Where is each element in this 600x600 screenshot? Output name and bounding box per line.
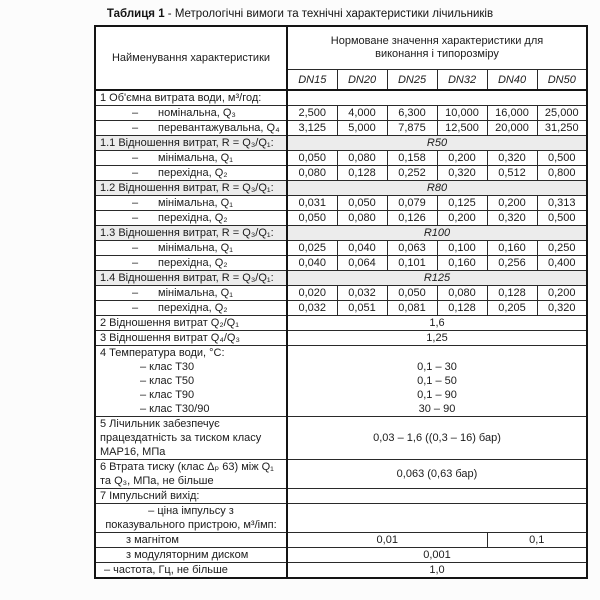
value-cell: 0,200: [437, 211, 487, 226]
row-label: 1.1 Відношення витрат, R = Q₃/Q₁:: [95, 136, 287, 151]
column-header-dn32: DN32: [437, 70, 487, 91]
value-cell: 0,025: [287, 241, 337, 256]
value-cell: 0,101: [387, 256, 437, 271]
value-cell: R125: [287, 271, 587, 286]
value-cell: 0,200: [437, 151, 487, 166]
value-cell: 0,050: [287, 211, 337, 226]
table-row: [95, 417, 587, 460]
value-cell: [287, 489, 587, 504]
table-row: [95, 548, 587, 563]
row-label: 5 Лічильник забезпечує працездатність за тиском класу МАР16, МПа: [95, 417, 287, 460]
value-cell: 0,050: [387, 286, 437, 301]
row-label: 1.4 Відношення витрат, R = Q₃/Q₁:: [95, 271, 287, 286]
table-row: [95, 106, 587, 121]
value-cell: 0,250: [537, 241, 587, 256]
value-cell: 0,1 – 30 0,1 – 50 0,1 – 90 30 – 90: [287, 346, 587, 417]
meter-characteristics-table: [94, 25, 588, 579]
table-header: [95, 26, 587, 90]
column-header-name: Найменування характеристики: [95, 26, 287, 90]
value-cell: 0,050: [337, 196, 387, 211]
table-row: [95, 226, 587, 241]
value-cell: 12,500: [437, 121, 487, 136]
table-row: [95, 301, 587, 316]
table-row: [95, 489, 587, 504]
value-cell: 0,313: [537, 196, 587, 211]
value-cell: 0,320: [487, 211, 537, 226]
table-row: [95, 90, 587, 106]
value-cell: 20,000: [487, 121, 537, 136]
column-header-dn40: DN40: [487, 70, 537, 91]
value-cell: 0,320: [437, 166, 487, 181]
table-row: [95, 256, 587, 271]
value-cell: 0,126: [387, 211, 437, 226]
table-row: [95, 316, 587, 331]
value-cell: 0,031: [287, 196, 337, 211]
table-caption: [0, 7, 600, 21]
value-cell: 0,200: [537, 286, 587, 301]
value-cell: 0,063: [387, 241, 437, 256]
table-row: [95, 460, 587, 489]
value-cell: 0,500: [537, 211, 587, 226]
table-row: [95, 286, 587, 301]
value-cell: 0,001: [287, 548, 587, 563]
value-cell: 0,063 (0,63 бар): [287, 460, 587, 489]
value-cell: 2,500: [287, 106, 337, 121]
value-cell: 0,080: [337, 151, 387, 166]
value-cell: 1,25: [287, 331, 587, 346]
value-cell: 0,051: [337, 301, 387, 316]
row-label: 1 Об'ємна витрата води, м³/год:: [95, 90, 287, 106]
row-label: – перехідна, Q₂: [95, 301, 287, 316]
value-cell: [287, 90, 587, 106]
value-cell: 0,125: [437, 196, 487, 211]
row-label: 1.3 Відношення витрат, R = Q₃/Q₁:: [95, 226, 287, 241]
column-header-dn15: DN15: [287, 70, 337, 91]
table-row: [95, 151, 587, 166]
value-cell: 0,252: [387, 166, 437, 181]
value-cell: 0,100: [437, 241, 487, 256]
value-cell: 0,050: [287, 151, 337, 166]
value-cell: 0,080: [437, 286, 487, 301]
column-header-dn50: DN50: [537, 70, 587, 91]
value-cell: 25,000: [537, 106, 587, 121]
value-cell: 0,020: [287, 286, 337, 301]
value-cell: 0,800: [537, 166, 587, 181]
table-caption-text: - Метрологічні вимоги та технічні характеристики лічильників: [164, 8, 494, 20]
value-cell: [287, 504, 587, 533]
row-label: – перехідна, Q₂: [95, 211, 287, 226]
table-row: [95, 563, 587, 579]
row-label: 4 Температура води, °С: – клас Т30 – клас Т50 – клас Т90 – клас Т30/90: [95, 346, 287, 417]
value-cell: 10,000: [437, 106, 487, 121]
value-cell: 1,6: [287, 316, 587, 331]
value-cell: R80: [287, 181, 587, 196]
value-cell: 0,512: [487, 166, 537, 181]
value-cell: R100: [287, 226, 587, 241]
table-row: [95, 271, 587, 286]
value-cell: 0,032: [287, 301, 337, 316]
value-cell: R50: [287, 136, 587, 151]
value-cell: 7,875: [387, 121, 437, 136]
value-cell: 6,300: [387, 106, 437, 121]
row-label: – мінімальна, Q₁: [95, 286, 287, 301]
column-header-normalized-value: Нормоване значення характеристики для виконання і типорозміру: [287, 26, 587, 70]
table-row: [95, 533, 587, 548]
header-row-main: [95, 26, 587, 70]
column-header-dn20: DN20: [337, 70, 387, 91]
value-cell: 0,320: [487, 151, 537, 166]
table-row: [95, 196, 587, 211]
row-label: 3 Відношення витрат Q₄/Q₃: [95, 331, 287, 346]
value-cell: 0,160: [487, 241, 537, 256]
table-row: [95, 181, 587, 196]
value-cell: 0,040: [287, 256, 337, 271]
row-label: – номінальна, Q₃: [95, 106, 287, 121]
row-label: – перехідна, Q₂: [95, 256, 287, 271]
value-cell: 0,080: [337, 211, 387, 226]
value-cell: 3,125: [287, 121, 337, 136]
table-row: [95, 121, 587, 136]
value-cell: 0,081: [387, 301, 437, 316]
value-cell: 16,000: [487, 106, 537, 121]
value-cell: 0,400: [537, 256, 587, 271]
row-label: – ціна імпульсу з показувального пристрою, м³/імп:: [95, 504, 287, 533]
table-row: [95, 166, 587, 181]
row-label: 2 Відношення витрат Q₂/Q₁: [95, 316, 287, 331]
value-cell: 4,000: [337, 106, 387, 121]
table-caption-number: Таблиця 1: [106, 8, 165, 20]
value-cell: 0,205: [487, 301, 537, 316]
value-cell: 31,250: [537, 121, 587, 136]
value-cell: 0,200: [487, 196, 537, 211]
row-label: 6 Втрата тиску (клас Δₚ 63) між Q₁ та Q₃, МПа, не більше: [95, 460, 287, 489]
table-row: [95, 504, 587, 533]
value-cell: 0,128: [487, 286, 537, 301]
table-body: [95, 90, 587, 578]
value-cell: 0,064: [337, 256, 387, 271]
value-cell: 0,160: [437, 256, 487, 271]
row-label: – мінімальна, Q₁: [95, 241, 287, 256]
table-row: [95, 136, 587, 151]
value-cell: 0,080: [287, 166, 337, 181]
column-header-dn25: DN25: [387, 70, 437, 91]
value-cell: 0,500: [537, 151, 587, 166]
value-cell: 0,032: [337, 286, 387, 301]
value-cell: 0,128: [437, 301, 487, 316]
value-cell: 0,320: [537, 301, 587, 316]
row-label: – мінімальна, Q₁: [95, 151, 287, 166]
table-row: [95, 346, 587, 417]
value-cell: 0,256: [487, 256, 537, 271]
value-cell: 0,040: [337, 241, 387, 256]
value-cell: 0,01: [287, 533, 487, 548]
value-cell: 0,03 – 1,6 ((0,3 – 16) бар): [287, 417, 587, 460]
row-label: – перевантажувальна, Q₄: [95, 121, 287, 136]
row-label: – перехідна, Q₂: [95, 166, 287, 181]
row-label: з модуляторним диском: [95, 548, 287, 563]
value-cell: 0,158: [387, 151, 437, 166]
row-label: – мінімальна, Q₁: [95, 196, 287, 211]
table-row: [95, 211, 587, 226]
row-label: 1.2 Відношення витрат, R = Q₃/Q₁:: [95, 181, 287, 196]
value-cell: 0,128: [337, 166, 387, 181]
value-cell: 1,0: [287, 563, 587, 579]
value-cell: 5,000: [337, 121, 387, 136]
table-row: [95, 241, 587, 256]
row-label: з магнітом: [95, 533, 287, 548]
table-row: [95, 331, 587, 346]
row-label: 7 Імпульсний вихід:: [95, 489, 287, 504]
value-cell: 0,079: [387, 196, 437, 211]
value-cell: 0,1: [487, 533, 587, 548]
row-label: – частота, Гц, не більше: [95, 563, 287, 579]
